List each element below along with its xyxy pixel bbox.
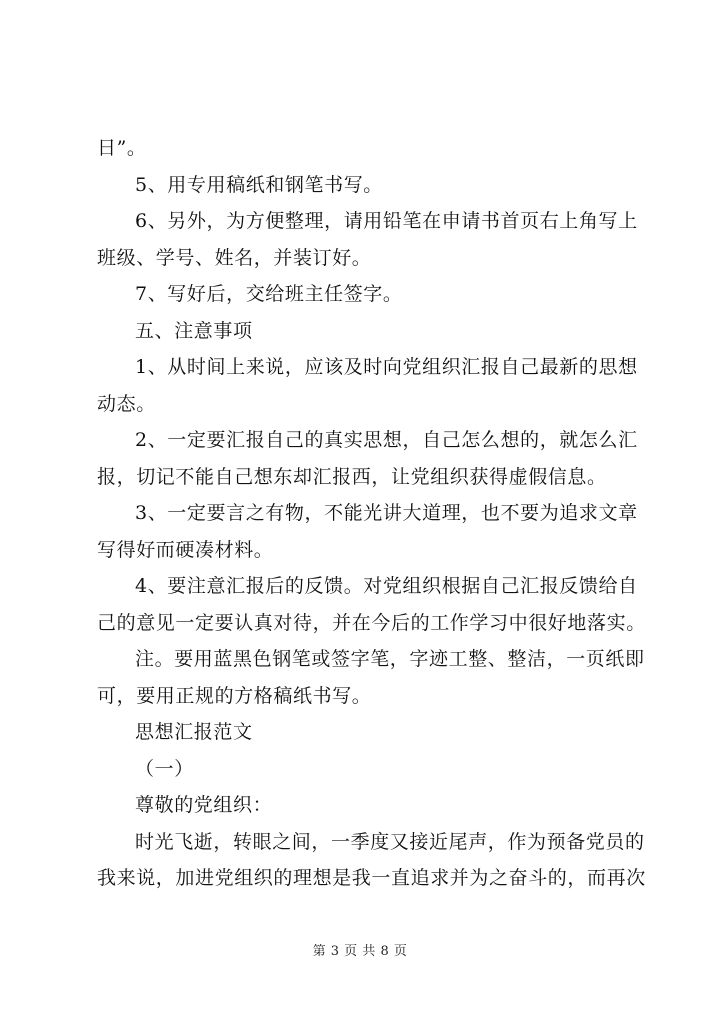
section-heading: 五、注意事项	[135, 319, 253, 342]
text-line: 5、用专用稿纸和钢笔书写。	[135, 173, 383, 196]
document-body	[97, 130, 646, 897]
section-number: （一）	[135, 757, 194, 780]
text-line: 7、写好后，交给班主任签字。	[135, 283, 403, 305]
text-line: 动态。	[97, 392, 156, 415]
text-line: 报，切记不能自己想东却汇报西，让党组织获得虚假信息。	[97, 465, 607, 488]
page-footer	[0, 940, 720, 959]
text-line: 可，要用正规的方格稿纸书写。	[97, 684, 372, 707]
text-line: 己的意见一定要认真对待，并在今后的工作学习中很好地落实。	[97, 611, 646, 634]
text-line: 我来说，加进党组织的理想是我一直追求并为之奋斗的，而再次	[97, 867, 646, 889]
text-line: 日”。	[97, 137, 147, 159]
text-line: 写得好而硬凑材料。	[97, 538, 274, 561]
page-indicator: 第 3 页 共 8 页	[312, 944, 408, 959]
text-line: 1、从时间上来说，应该及时向党组织汇报自己最新的思想	[135, 356, 638, 378]
text-line: 时光飞逝，转眼之间，一季度又接近尾声，作为预备党员的	[135, 830, 645, 853]
text-line: 6、另外，为方便整理，请用铅笔在申请书首页右上角写上	[135, 210, 638, 232]
text-line: 3、一定要言之有物，不能光讲大道理，也不要为追求文章	[135, 502, 638, 524]
section-heading: 思想汇报范文	[135, 721, 253, 743]
text-line: 4、要注意汇报后的反馈。对党组织根据自己汇报反馈给自	[135, 575, 638, 597]
text-line: 2、一定要汇报自己的真实思想，自己怎么想的，就怎么汇	[135, 429, 638, 451]
text-line: 班级、学号、姓名，并装订好。	[97, 246, 372, 269]
salutation: 尊敬的党组织：	[135, 794, 273, 816]
text-line: 注。要用蓝黑色钢笔或签字笔，字迹工整、整洁，一页纸即	[135, 648, 645, 670]
